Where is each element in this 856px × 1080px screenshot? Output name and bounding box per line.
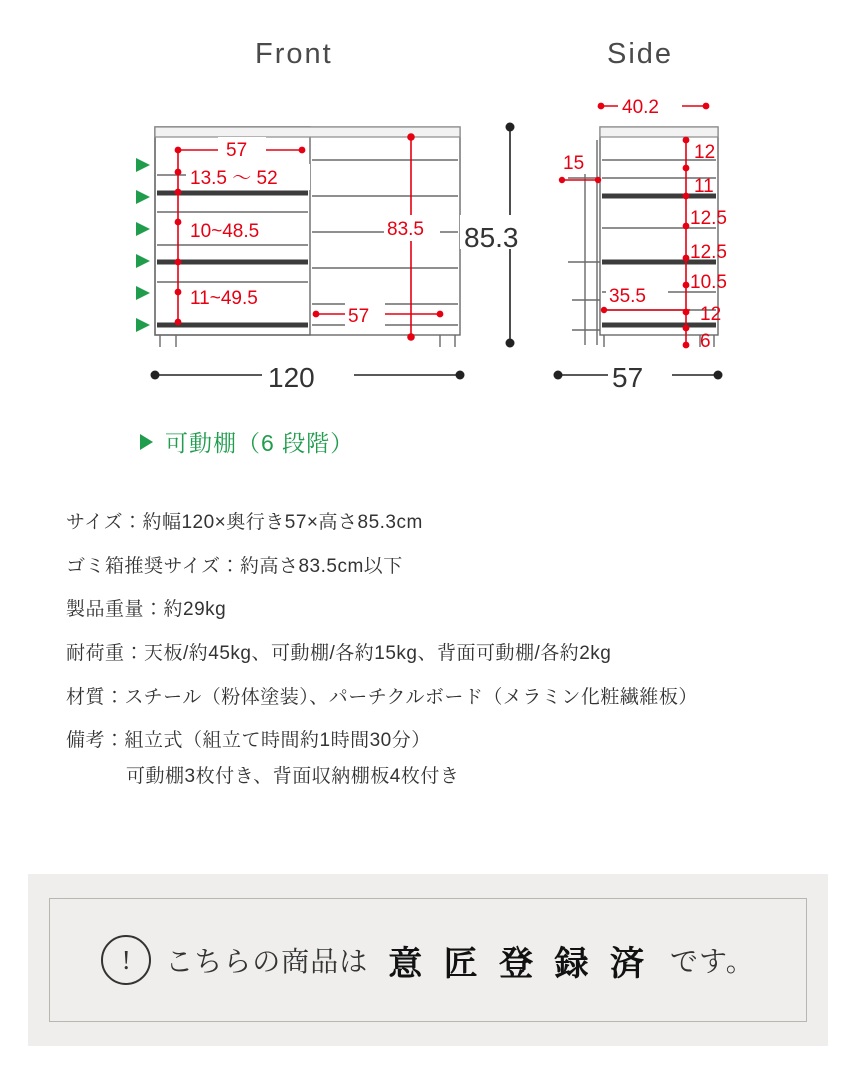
design-registration-notice xyxy=(28,874,828,1046)
front-dim-height: 85.3 xyxy=(464,222,519,253)
legend-label: 可動棚（6 段階） xyxy=(165,430,355,456)
spec-trash-size: ゴミ箱推奨サイズ：約高さ83.5cm以下 xyxy=(66,555,403,577)
spec-weight: 製品重量：約29kg xyxy=(66,599,227,621)
svg-text:6: 6 xyxy=(700,331,711,352)
svg-text:10~48.5: 10~48.5 xyxy=(190,221,260,242)
side-view-title: Side xyxy=(607,38,674,70)
spec-remarks-detail: 可動棚3枚付き、背面収納棚板4枚付き xyxy=(126,765,460,787)
side-dim-back-shelf: 15 xyxy=(563,153,585,174)
svg-text:57: 57 xyxy=(348,306,370,327)
adjustable-shelf-legend xyxy=(140,425,354,458)
notice-suffix: です。 xyxy=(670,946,755,977)
spec-material: 材質：スチール（粉体塗装）、パーチクルボード（メラミン化粧繊維板） xyxy=(66,686,698,708)
notice-inner-box xyxy=(49,898,807,1022)
svg-text:12.5: 12.5 xyxy=(690,242,727,263)
svg-text:11~49.5: 11~49.5 xyxy=(190,288,258,309)
front-dim-top-inner-width: 57 xyxy=(226,140,248,161)
svg-text:83.5: 83.5 xyxy=(387,219,424,240)
svg-text:12: 12 xyxy=(700,304,722,325)
specification-list xyxy=(66,510,826,807)
svg-text:12.5: 12.5 xyxy=(690,208,727,229)
side-dim-back-shelf2: 35.5 xyxy=(609,286,646,307)
front-view-title: Front xyxy=(255,38,333,70)
side-dim-top-depth: 40.2 xyxy=(622,97,659,118)
spec-load-capacity: 耐荷重：天板/約45kg、可動棚/各約15kg、背面可動棚/各約2kg xyxy=(66,642,612,664)
green-triangle-icon xyxy=(140,434,153,450)
side-dim-depth: 57 xyxy=(612,362,644,393)
front-dim-width: 120 xyxy=(268,362,315,393)
spec-remarks: 備考：組立式（組立て時間約1時間30分） xyxy=(66,730,431,752)
notice-strong-text: 意 匠 登 録 済 xyxy=(388,944,651,983)
svg-text:10.5: 10.5 xyxy=(690,272,727,293)
svg-text:13.5 ～ 52: 13.5 ～ 52 xyxy=(190,168,278,189)
technical-drawing xyxy=(0,0,856,420)
notice-prefix: こちらの商品は xyxy=(165,946,369,977)
spec-size: サイズ：約幅120×奥行き57×高さ85.3cm xyxy=(66,512,423,533)
svg-text:11: 11 xyxy=(694,176,714,197)
exclamation-icon: ! xyxy=(101,935,151,985)
svg-text:12: 12 xyxy=(694,142,716,163)
